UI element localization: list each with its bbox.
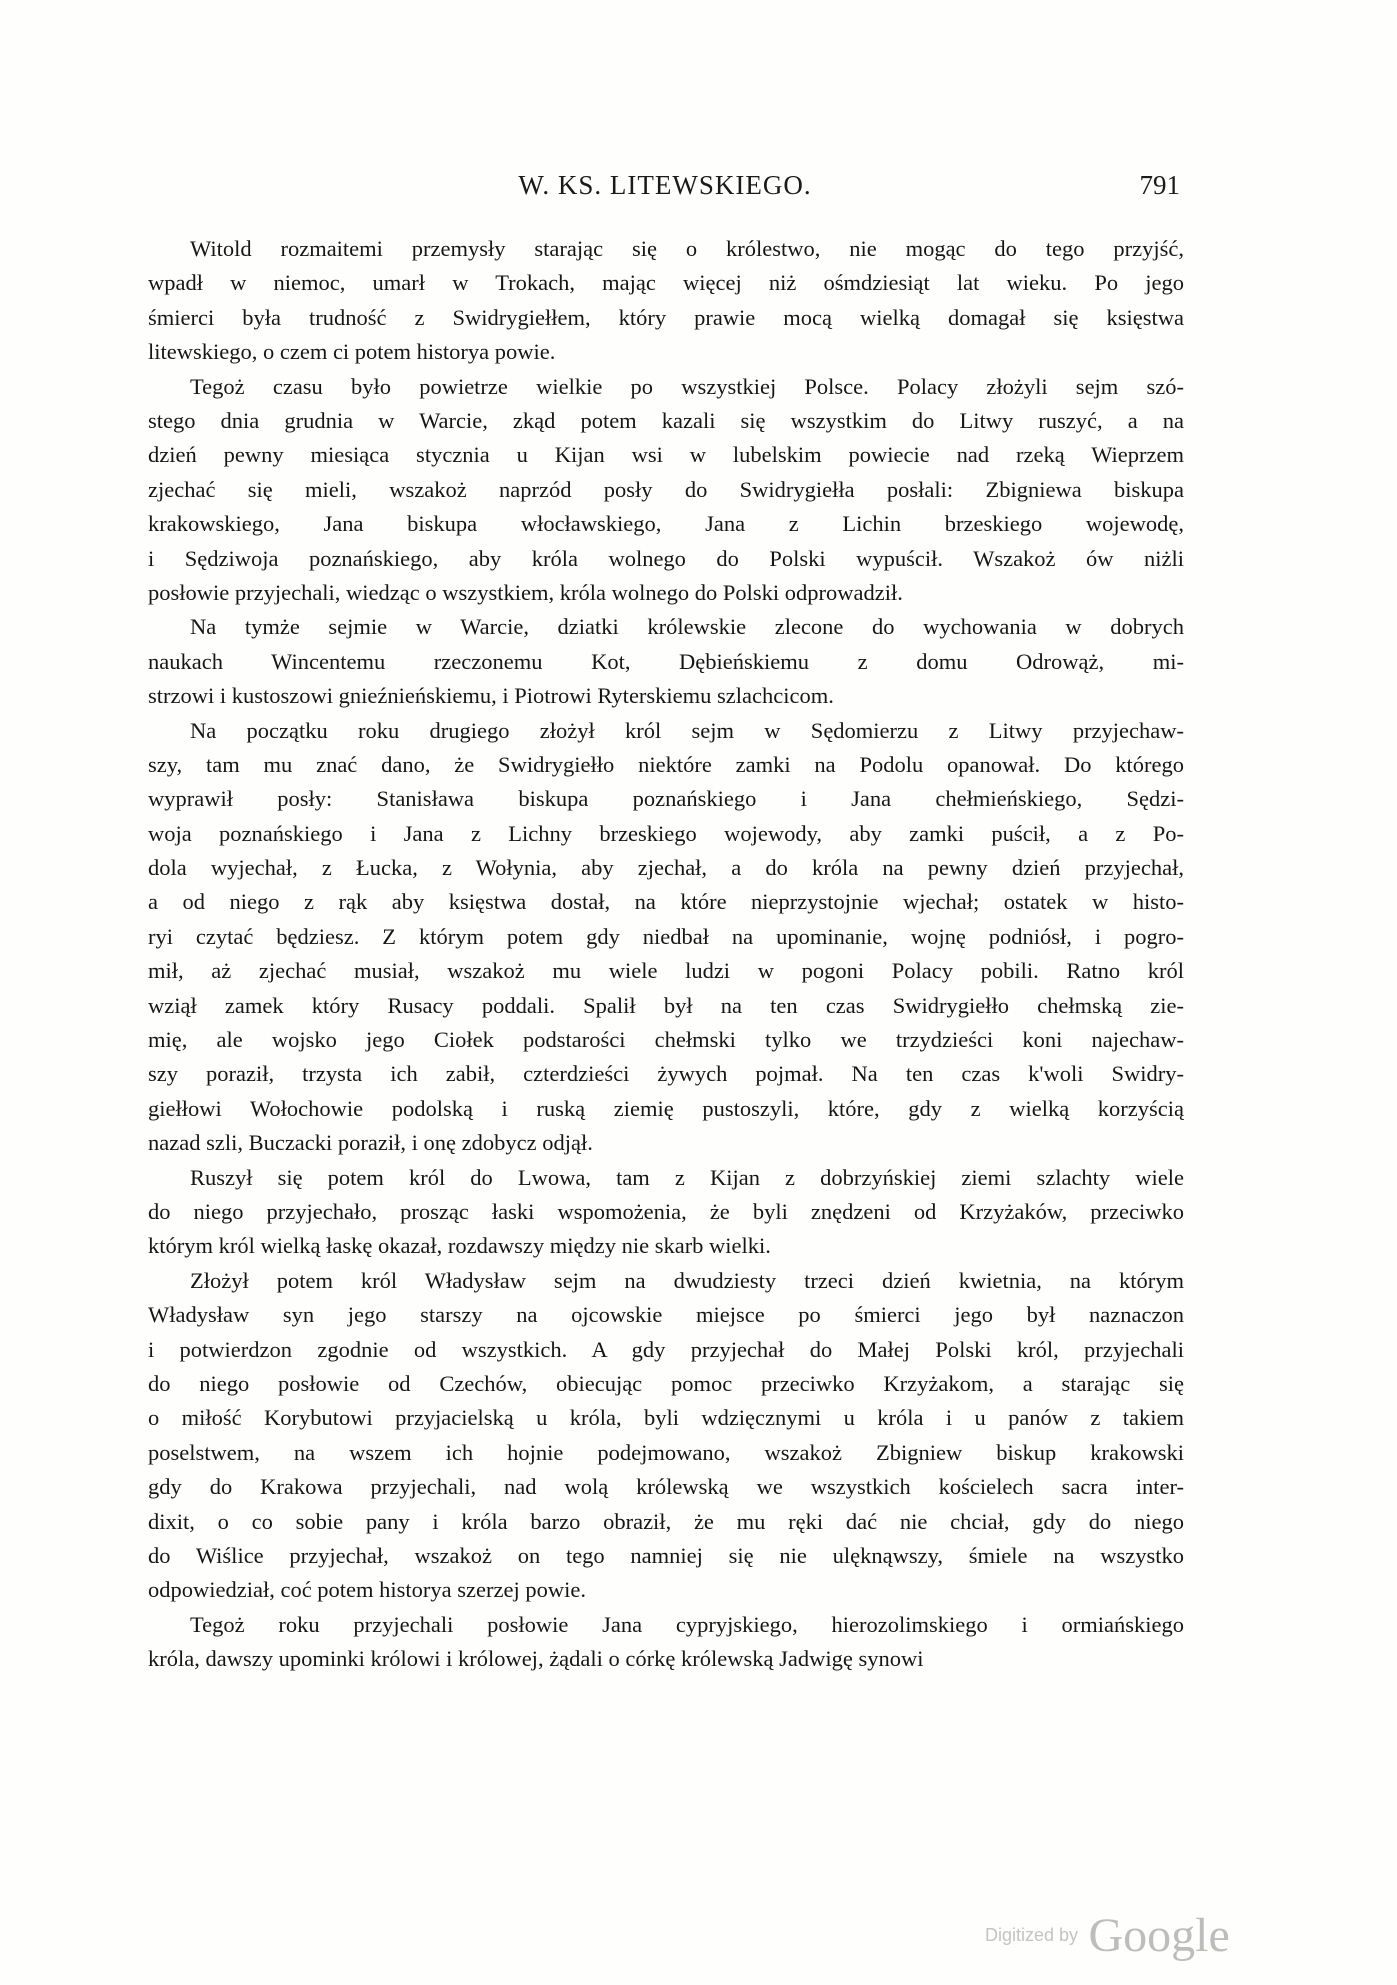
text-line: nazad szli, Buczacki poraził, i onę zdobycz odjął. bbox=[148, 1130, 593, 1156]
text-line: i potwierdzon zgodnie od wszystkich. A gdy przyjechał do Małej Polski król, przyjechali bbox=[148, 1336, 1184, 1362]
text-line: wziął zamek który Rusacy poddali. Spalił był na ten czas Swidrygiełło chełmską zie- bbox=[148, 992, 1184, 1018]
paragraph bbox=[148, 232, 1184, 370]
text-line: woja poznańskiego i Jana z Lichny brzeskiego wojewody, aby zamki puścił, a z Po- bbox=[148, 820, 1184, 846]
text-line: Tegoż czasu było powietrze wielkie po wszystkiej Polsce. Polacy złożyli sejm szó- bbox=[190, 373, 1184, 399]
text-line: mię, ale wojsko jego Ciołek podstarości chełmski tylko we trzydzieści koni najechaw- bbox=[148, 1027, 1184, 1053]
text-line: wyprawił posły: Stanisława biskupa poznańskiego i Jana chełmieńskiego, Sędzi- bbox=[148, 786, 1184, 812]
paragraph bbox=[148, 1608, 1184, 1677]
text-line: stego dnia grudnia w Warcie, zkąd potem kazali się wszystkim do Litwy ruszyć, a na bbox=[148, 407, 1184, 433]
text-line: którym król wielką łaskę okazał, rozdawszy między nie skarb wielki. bbox=[148, 1233, 771, 1259]
text-line: szy, tam mu znać dano, że Swidrygiełło niektóre zamki na Podolu opanował. Do którego bbox=[148, 751, 1184, 777]
text-line: śmierci była trudność z Swidrygiełłem, który prawie mocą wielką domagał się księstwa bbox=[148, 304, 1184, 330]
text-line: Na początku roku drugiego złożył król sejm w Sędomierzu z Litwy przyjechaw- bbox=[190, 717, 1184, 743]
running-title: W. KS. LITEWSKIEGO. bbox=[518, 170, 812, 200]
text-line: giełłowi Wołochowie podolską i ruską ziemię pustoszyli, które, gdy z wielką korzyścią bbox=[148, 1095, 1184, 1121]
text-line: dixit, o co sobie pany i króla barzo obraził, że mu ręki dać nie chciał, gdy do niego bbox=[148, 1508, 1184, 1534]
text-line: o miłość Korybutowi przyjacielską u króla, byli wdzięcznymi u króla i u panów z takiem bbox=[148, 1405, 1184, 1431]
text-line: krakowskiego, Jana biskupa włocławskiego, Jana z Lichin brzeskiego wojewodę, bbox=[148, 511, 1184, 537]
text-line: litewskiego, o czem ci potem historya powie. bbox=[148, 339, 556, 365]
text-line: odpowiedział, coć potem historya szerzej powie. bbox=[148, 1577, 586, 1603]
paragraph bbox=[148, 370, 1184, 611]
text-line: a od niego z rąk aby księstwa dostał, na które nieprzystojnie wjechał; ostatek w histo- bbox=[148, 889, 1184, 915]
paragraph bbox=[148, 1264, 1184, 1608]
text-line: Władysław syn jego starszy na ojcowskie miejsce po śmierci jego był naznaczon bbox=[148, 1302, 1184, 1328]
text-line: posłowie przyjechali, wiedząc o wszystkiem, króla wolnego do Polski odprowadził. bbox=[148, 579, 903, 605]
text-line: strzowi i kustoszowi gnieźnieńskiemu, i Piotrowi Ryterskiemu szlachcicom. bbox=[148, 683, 834, 709]
text-line: króla, dawszy upominki królowi i królowej, żądali o córkę królewską Jadwigę synowi bbox=[148, 1646, 924, 1672]
body-text bbox=[148, 232, 1184, 1677]
text-line: dzień pewny miesiąca stycznia u Kijan wsi w lubelskim powiecie nad rzeką Wieprzem bbox=[148, 442, 1184, 468]
text-line: Na tymże sejmie w Warcie, dziatki królewskie zlecone do wychowania w dobrych bbox=[190, 614, 1184, 640]
text-line: Ruszył się potem król do Lwowa, tam z Kijan z dobrzyńskiej ziemi szlachty wiele bbox=[190, 1164, 1184, 1190]
page-header bbox=[150, 170, 1180, 210]
paragraph bbox=[148, 714, 1184, 1161]
text-line: mił, aż zjechać musiał, wszakoż mu wiele ludzi w pogoni Polacy pobili. Ratno król bbox=[148, 958, 1184, 984]
page-number: 791 bbox=[1139, 170, 1180, 200]
text-line: naukach Wincentemu rzeczonemu Kot, Dębieńskiemu z domu Odrowąż, mi- bbox=[148, 648, 1184, 674]
text-line: dola wyjechał, z Łucka, z Wołynia, aby zjechał, a do króla na pewny dzień przyjechał, bbox=[148, 855, 1184, 881]
watermark-prefix: Digitized by bbox=[985, 1925, 1079, 1945]
text-line: wpadł w niemoc, umarł w Trokach, mając więcej niż ośmdziesiąt lat wieku. Po jego bbox=[148, 270, 1184, 296]
digitized-watermark bbox=[985, 1908, 1230, 1963]
paragraph bbox=[148, 1161, 1184, 1264]
text-line: do Wiślice przyjechał, wszakoż on tego namniej się nie ulęknąwszy, śmiele na wszystko bbox=[148, 1542, 1184, 1568]
text-line: do niego posłowie od Czechów, obiecując pomoc przeciwko Krzyżakom, a starając się bbox=[148, 1370, 1184, 1396]
text-line: Witold rozmaitemi przemysły starając się o królestwo, nie mogąc do tego przyjść, bbox=[190, 236, 1184, 261]
text-line: gdy do Krakowa przyjechali, nad wolą królewską we wszystkich kościelech sacra inter- bbox=[148, 1474, 1184, 1500]
google-logo: Google bbox=[1088, 1909, 1230, 1962]
text-line: szy poraził, trzysta ich zabił, czterdzieści żywych pojmał. Na ten czas k'woli Swidry- bbox=[148, 1061, 1184, 1087]
text-line: Tegoż roku przyjechali posłowie Jana cypryjskiego, hierozolimskiego i ormiańskiego bbox=[190, 1611, 1184, 1637]
paragraph bbox=[148, 610, 1184, 713]
text-line: Złożył potem król Władysław sejm na dwudziesty trzeci dzień kwietnia, na którym bbox=[190, 1267, 1184, 1293]
text-line: ryi czytać będziesz. Z którym potem gdy niedbał na upominanie, wojnę podniósł, i pogro- bbox=[148, 923, 1184, 949]
text-line: i Sędziwoja poznańskiego, aby króla wolnego do Polski wypuścił. Wszakoż ów niżli bbox=[148, 545, 1184, 571]
text-line: do niego przyjechało, prosząc łaski wspomożenia, że byli znędzeni od Krzyżaków, przeciwko bbox=[148, 1199, 1184, 1224]
text-line: poselstwem, na wszem ich hojnie podejmowano, wszakoż Zbigniew biskup krakowski bbox=[148, 1439, 1184, 1465]
text-line: zjechać się mieli, wszakoż naprzód posły do Swidrygiełła posłali: Zbigniewa biskupa bbox=[148, 476, 1184, 502]
